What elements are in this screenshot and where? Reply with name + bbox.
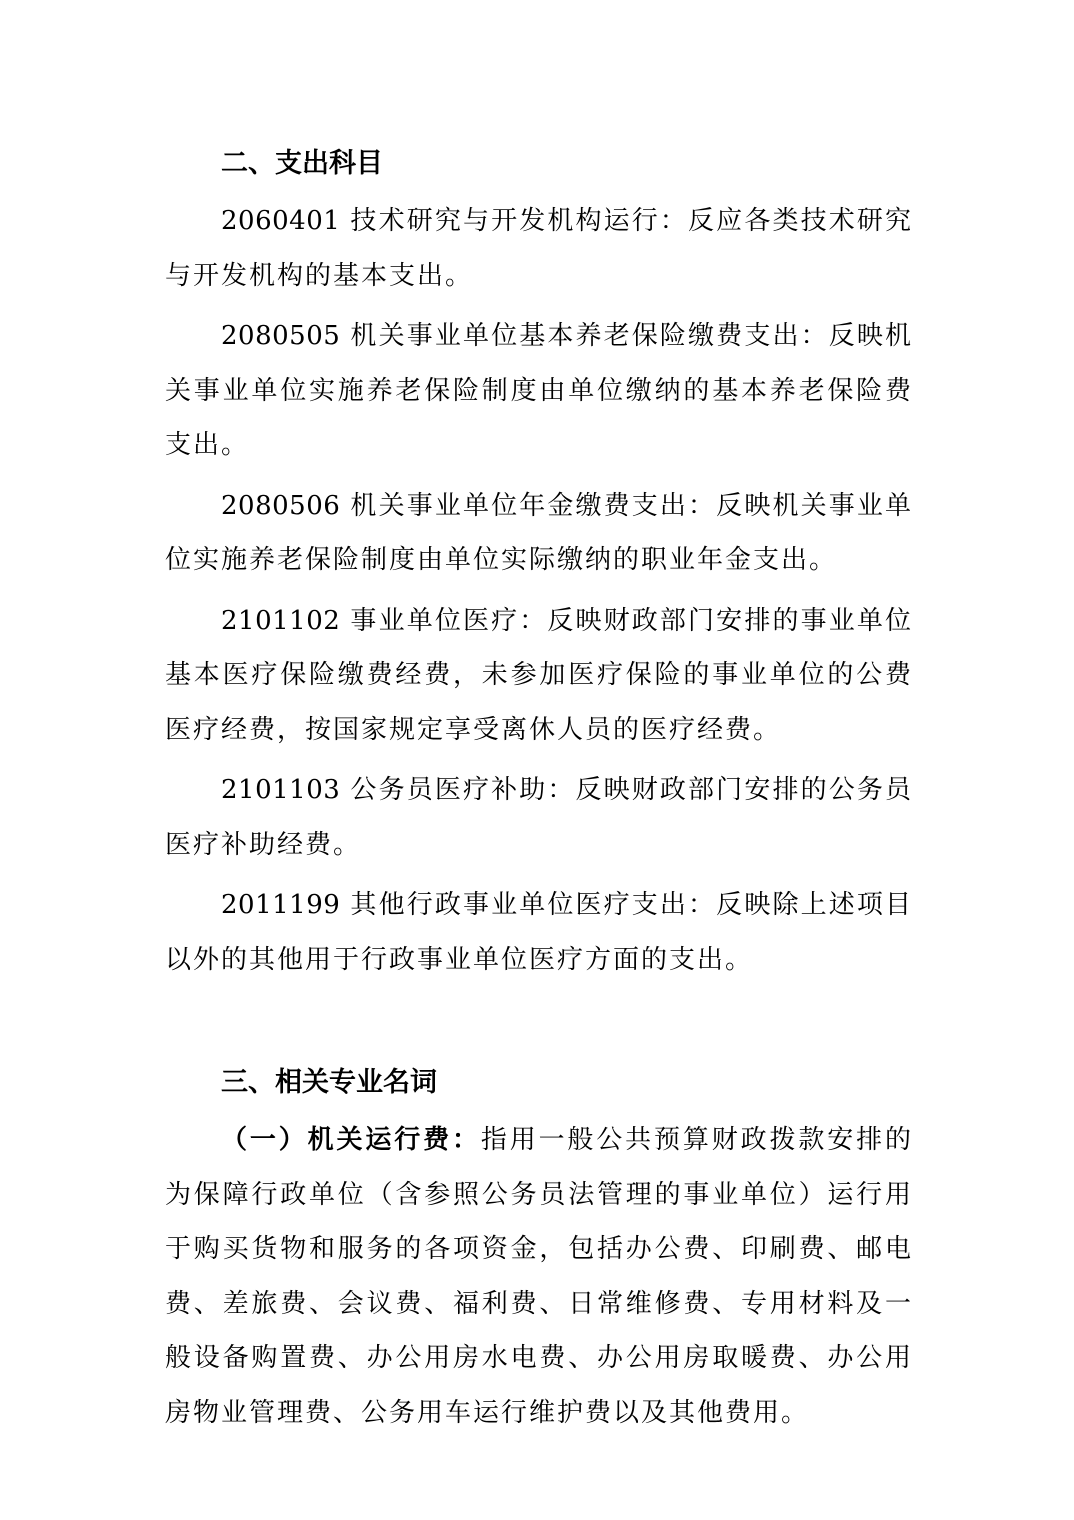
expenditure-item: [165, 763, 913, 872]
expenditure-item: [165, 878, 913, 987]
expenditure-item: [165, 594, 913, 758]
item-code: 2080505: [221, 321, 341, 351]
expenditure-item: [165, 194, 913, 303]
item-text: 机关事业单位年金缴费支出：反映机关事业单位实施养老保险制度由单位实际缴纳的职业年金支出。: [165, 490, 913, 575]
item-code: 2101102: [221, 605, 341, 636]
item-code: 2080506: [221, 490, 341, 521]
document-page: [165, 140, 913, 1440]
item-text: 其他行政事业单位医疗支出：反映除上述项目以外的其他用于行政事业单位医疗方面的支出。: [165, 890, 913, 975]
section-title-expenditure-items: 二、支出科目: [221, 148, 383, 179]
item-code: 2060401: [221, 206, 341, 236]
expenditure-item: [165, 479, 913, 588]
item-code: 2011199: [221, 890, 341, 920]
item-text: 公务员医疗补助：反映财政部门安排的公务员医疗补助经费。: [165, 775, 913, 860]
term-definition: [165, 1113, 913, 1440]
term-label: （一）机关运行费：: [221, 1125, 481, 1155]
item-text: 事业单位医疗：反映财政部门安排的事业单位基本医疗保险缴费经费，未参加医疗保险的事业单位的公费医疗经费，按国家规定享受离休人员的医疗经费。: [165, 605, 913, 745]
expenditure-item: [165, 309, 913, 473]
section-title-related-terms: 三、相关专业名词: [221, 1067, 437, 1098]
item-text: 机关事业单位基本养老保险缴费支出：反映机关事业单位实施养老保险制度由单位缴纳的基本养老保险费支出。: [165, 321, 913, 460]
item-text: 技术研究与开发机构运行：反应各类技术研究与开发机构的基本支出。: [165, 206, 913, 291]
item-code: 2101103: [221, 775, 341, 805]
term-text: 指用一般公共预算财政拨款安排的为保障行政单位（含参照公务员法管理的事业单位）运行用于购买货物和服务的各项资金，包括办公费、印刷费、邮电费、差旅费、会议费、福利费、日常维修费、专用材料及一般设备购置费、办公用房水电费、办公用房取暖费、办公用房物业管理费、公务用车运行维护费以及其他费用。: [165, 1125, 913, 1428]
